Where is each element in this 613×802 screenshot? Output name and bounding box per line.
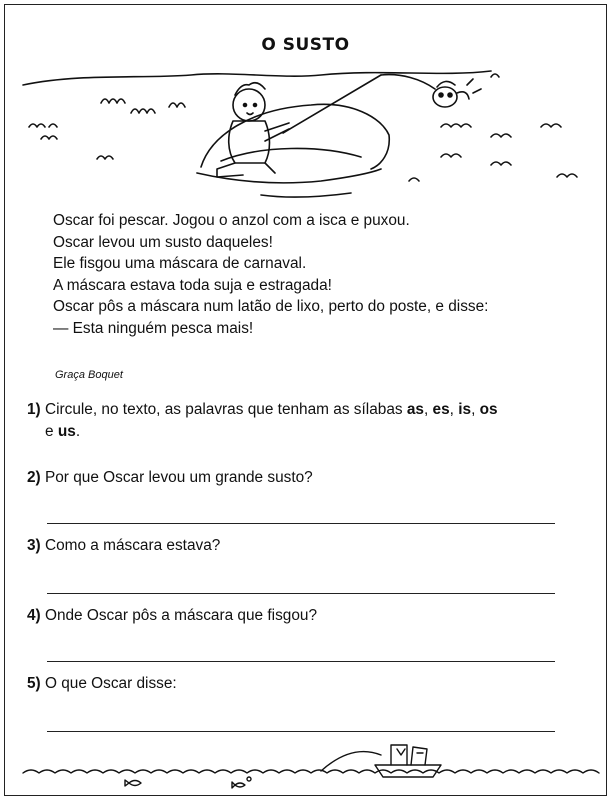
story-line: — Esta ninguém pesca mais!: [53, 319, 254, 337]
author-credit: Graça Boquet: [55, 369, 123, 381]
question-number: 3): [27, 537, 41, 554]
answer-line-5[interactable]: [47, 731, 555, 732]
question-number: 2): [27, 469, 41, 486]
story-line: A máscara estava toda suja e estragada!: [53, 276, 332, 294]
story-line: Oscar pôs a máscara num latão de lixo, perto do poste, e disse:: [53, 298, 489, 315]
question-number: 5): [27, 675, 41, 692]
question-2: [27, 467, 597, 489]
question-text: O que Oscar disse:: [44, 675, 177, 692]
syllable-us: us: [57, 423, 76, 440]
boy-fishing-illustration: [21, 65, 601, 205]
story-line: Oscar foi pescar. Jogou o anzol com a isca e puxou.: [53, 212, 410, 229]
question-1: 1) Circule, no texto, as palavras que tenham as sílabas as, es, is, os e us.: [27, 401, 498, 440]
story-text: [53, 210, 593, 339]
question-text: Como a máscara estava?: [44, 537, 221, 554]
story-line: Oscar levou um susto daqueles!: [53, 233, 273, 251]
question-4: [27, 605, 597, 627]
answer-line-4[interactable]: [47, 661, 555, 662]
story-line: Ele fisgou uma máscara de carnaval.: [53, 255, 307, 272]
question-number: 1): [27, 401, 41, 418]
question-3: [27, 535, 597, 557]
question-text: Por que Oscar levou um grande susto?: [44, 469, 313, 486]
answer-line-3[interactable]: [47, 593, 555, 594]
question-5: [27, 673, 597, 695]
question-text: Circule, no texto, as palavras que tenham as sílabas: [44, 401, 407, 418]
syllable-is: is: [458, 401, 472, 418]
syllable-as: as: [406, 401, 424, 418]
worksheet-frame: [4, 4, 607, 796]
answer-line-2[interactable]: [47, 523, 555, 524]
syllable-os: os: [479, 401, 498, 418]
question-number: 4): [27, 607, 41, 624]
sea-boat-illustration: [21, 735, 601, 795]
syllable-es: es: [432, 401, 450, 418]
page-title: O SUSTO: [261, 35, 350, 55]
question-text: Onde Oscar pôs a máscara que fisgou?: [44, 607, 318, 624]
